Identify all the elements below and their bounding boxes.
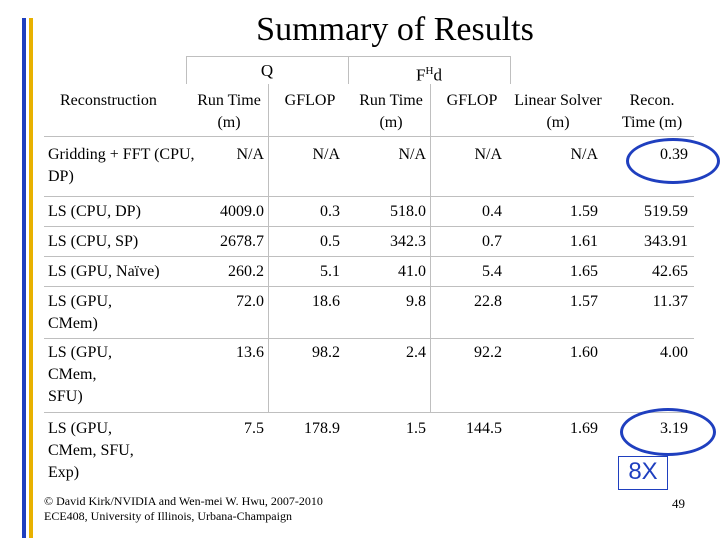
table-cell: 7.5	[244, 420, 264, 437]
footer-credits	[44, 494, 323, 524]
row-label-ls-cpu-sp: LS (CPU, SP)	[48, 233, 139, 250]
col-header-fhd-run-time: Run Time (m)	[359, 92, 423, 131]
table-cell: 5.1	[320, 263, 340, 280]
table-cell: 18.6	[312, 293, 340, 310]
table-cell: 1.57	[570, 293, 598, 310]
table-cell: 260.2	[228, 263, 264, 280]
col-header-reconstruction: Reconstruction	[60, 92, 157, 109]
col-header-q-run-time: Run Time (m)	[197, 92, 261, 131]
page-number: 49	[672, 496, 685, 511]
row-label-ls-gpu-naive: LS (GPU, Naïve)	[48, 263, 160, 280]
row-label-ls-cpu-dp: LS (CPU, DP)	[48, 203, 141, 220]
left-accent-bar-gold	[29, 18, 33, 538]
table-cell: 0.5	[320, 233, 340, 250]
footer-line-2: ECE408, University of Illinois, Urbana-Champaign	[44, 509, 292, 523]
row-label-ls-gpu-cmem: LS (GPU, CMem)	[48, 293, 113, 332]
row-label-ls-gpu-cmem-sfu-exp: LS (GPU, CMem, SFU, Exp)	[48, 420, 134, 481]
table-cell: 42.65	[652, 263, 688, 280]
table-cell: 98.2	[312, 344, 340, 361]
table-cell: 72.0	[236, 293, 264, 310]
col-header-recon-time: Recon. Time (m)	[621, 92, 683, 131]
table-cell: 178.9	[304, 420, 340, 437]
table-cell: 3.19	[660, 420, 688, 437]
group-header-q: Q	[260, 61, 274, 80]
table-cell: 22.8	[474, 293, 502, 310]
table-cell: 519.59	[644, 203, 688, 220]
table-cell: 2.4	[406, 344, 426, 361]
table-cell: 11.37	[652, 293, 688, 310]
table-cell: N/A	[398, 146, 426, 163]
col-header-linear-solver: Linear Solver (m)	[514, 92, 602, 131]
table-cell: 4.00	[660, 344, 688, 361]
table-cell: 342.3	[390, 233, 426, 250]
row-label-ls-gpu-cmem-sfu: LS (GPU, CMem, SFU)	[48, 344, 113, 405]
table-cell: N/A	[570, 146, 598, 163]
slide-title: Summary of Results	[256, 11, 534, 48]
table-cell: N/A	[312, 146, 340, 163]
table-cell: N/A	[474, 146, 502, 163]
table-cell: 2678.7	[220, 233, 264, 250]
table-cell: 0.7	[482, 233, 502, 250]
table-cell: 13.6	[236, 344, 264, 361]
table-cell: 5.4	[482, 263, 502, 280]
group-header-fhd: $F^Hd$	[416, 65, 442, 85]
table-cell: N/A	[236, 146, 264, 163]
table-cell: 1.5	[406, 420, 426, 437]
table-cell: 1.65	[570, 263, 598, 280]
speedup-badge: 8X	[618, 456, 668, 490]
table-cell: 0.3	[320, 203, 340, 220]
table-cell: 1.60	[570, 344, 598, 361]
table-cell: 9.8	[406, 293, 426, 310]
footer-line-1: © David Kirk/NVIDIA and Wen-mei W. Hwu, 2007-2010	[44, 494, 323, 508]
table-cell: 41.0	[398, 263, 426, 280]
highlight-oval-best-result	[620, 408, 716, 456]
col-header-q-gflop: GFLOP	[284, 92, 336, 109]
table-cell: 343.91	[644, 233, 688, 250]
table-cell: 92.2	[474, 344, 502, 361]
table-cell: 4009.0	[220, 203, 264, 220]
row-label-gridding-fft: Gridding + FFT (CPU, DP)	[48, 146, 195, 185]
table-cell: 1.61	[570, 233, 598, 250]
table-cell: 144.5	[466, 420, 502, 437]
table-cell: 0.39	[660, 146, 688, 163]
table-cell: 1.59	[570, 203, 598, 220]
table-cell: 1.69	[570, 420, 598, 437]
table-cell: 518.0	[390, 203, 426, 220]
highlight-oval-gridding-result	[626, 138, 720, 184]
left-accent-bar-blue	[22, 18, 26, 538]
col-header-fhd-gflop: GFLOP	[446, 92, 498, 109]
table-cell: 0.4	[482, 203, 502, 220]
